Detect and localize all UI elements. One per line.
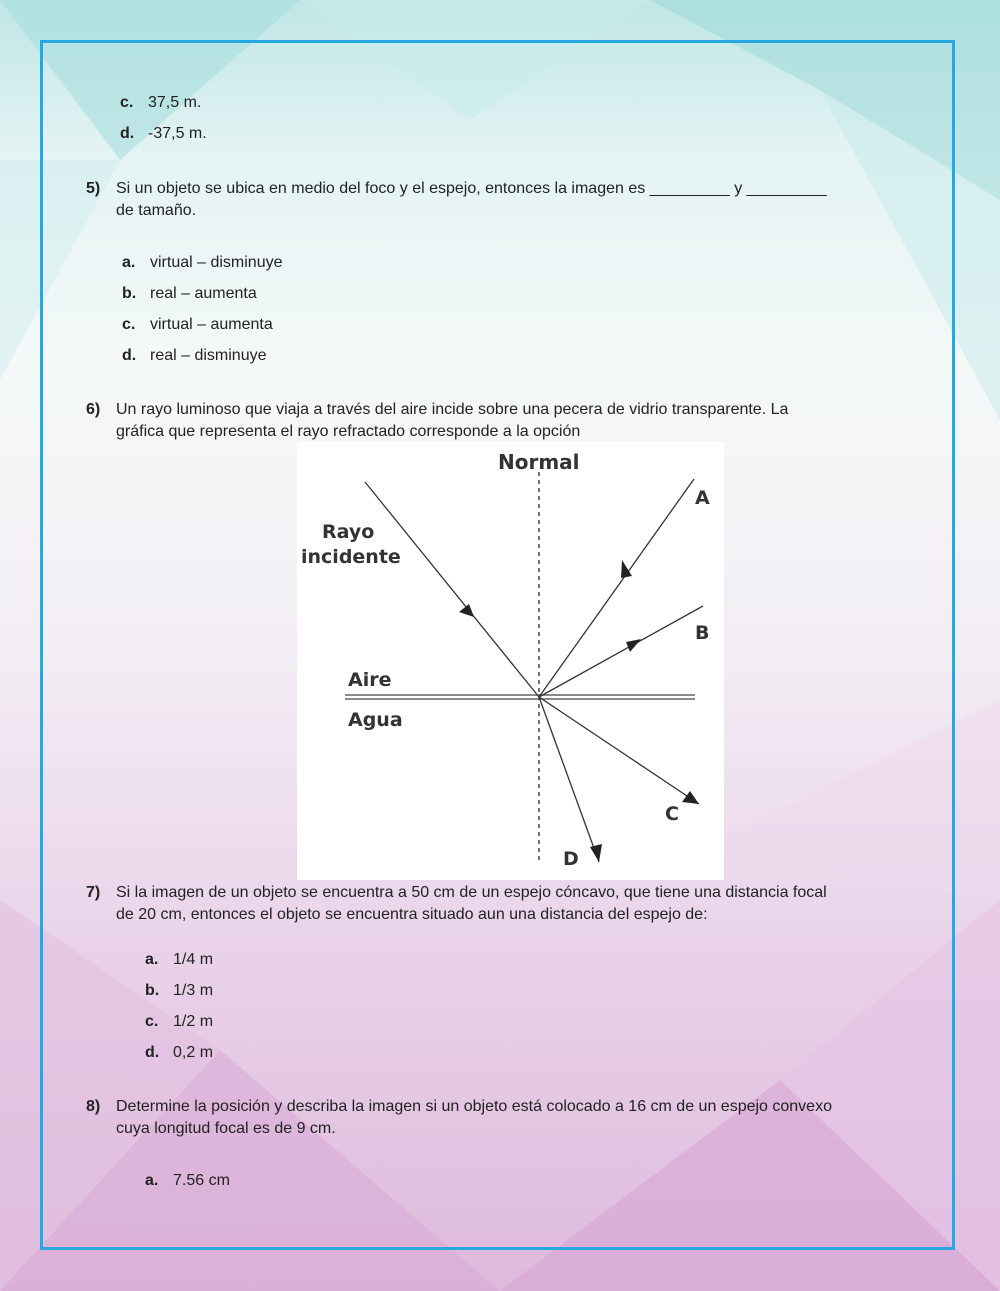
label-normal: Normal	[498, 450, 580, 474]
q6-text-line2: gráfica que representa el rayo refractado corresponde a la opción	[116, 423, 581, 440]
option-text: 1/2 m	[173, 1013, 214, 1030]
ray-d	[539, 697, 599, 862]
ray-a	[539, 479, 694, 697]
ray-c	[539, 697, 699, 804]
label-air: Aire	[348, 669, 392, 691]
q8-text-line1: Determine la posición y describa la imagen si un objeto está colocado a 16 cm de un espejo convexo	[116, 1098, 832, 1115]
label-incident-line1: Rayo	[322, 521, 375, 543]
option-text: 0,2 m	[173, 1044, 214, 1061]
option-text: 1/3 m	[173, 982, 214, 999]
label-b: B	[695, 622, 710, 644]
option-text: 37,5 m.	[148, 94, 202, 111]
q5-text-line1: Si un objeto se ubica en medio del foco y el espejo, entonces la imagen es _________ y _________	[116, 180, 827, 197]
ray-c-arrow	[682, 791, 699, 804]
q5-text	[116, 178, 906, 222]
option-letter: b.	[122, 285, 137, 302]
q4-option-c[interactable]	[120, 93, 201, 113]
option-text: 1/4 m	[173, 951, 214, 968]
refraction-diagram-svg	[297, 442, 724, 880]
label-d: D	[563, 848, 579, 870]
q8-text	[116, 1096, 906, 1140]
option-text: -37,5 m.	[148, 125, 207, 142]
q7-text-line2: de 20 cm, entonces el objeto se encuentra situado aun una distancia del espejo de:	[116, 906, 708, 923]
q5-number: 5)	[86, 180, 101, 197]
label-water: Agua	[348, 709, 403, 731]
option-letter: d.	[120, 125, 135, 142]
option-letter: c.	[145, 1013, 159, 1030]
q7-option-c[interactable]	[145, 1012, 213, 1032]
option-letter: a.	[122, 254, 136, 271]
ray-b	[539, 606, 703, 697]
option-letter: c.	[120, 94, 134, 111]
option-letter: c.	[122, 316, 136, 333]
option-text: virtual – aumenta	[150, 316, 273, 333]
q5-option-d[interactable]	[122, 346, 267, 366]
q8-option-a[interactable]	[145, 1171, 230, 1191]
q8-text-line2: cuya longitud focal es de 9 cm.	[116, 1120, 336, 1137]
q5-option-a[interactable]	[122, 253, 283, 273]
refraction-diagram	[297, 442, 724, 880]
option-text: real – aumenta	[150, 285, 257, 302]
q5-text-line2: de tamaño.	[116, 202, 197, 219]
q6-text	[116, 399, 906, 443]
q6-number: 6)	[86, 401, 101, 418]
q7-text-line1: Si la imagen de un objeto se encuentra a 50 cm de un espejo cóncavo, que tiene una distancia focal	[116, 884, 827, 901]
option-letter: b.	[145, 982, 160, 999]
q7-text	[116, 882, 906, 926]
q7-option-b[interactable]	[145, 981, 213, 1001]
option-text: 7.56 cm	[173, 1172, 230, 1189]
option-text: real – disminuye	[150, 347, 267, 364]
q7-option-d[interactable]	[145, 1043, 213, 1063]
option-letter: d.	[122, 347, 137, 364]
q4-option-d[interactable]	[120, 124, 207, 144]
ray-b-arrow	[626, 639, 641, 652]
q7-number: 7)	[86, 884, 101, 901]
label-incident-line2: incidente	[301, 546, 401, 568]
q7-option-a[interactable]	[145, 950, 213, 970]
option-letter: d.	[145, 1044, 160, 1061]
option-letter: a.	[145, 951, 159, 968]
ray-d-arrow	[590, 844, 602, 862]
incident-ray	[365, 482, 539, 697]
label-a: A	[695, 487, 710, 509]
q5-option-b[interactable]	[122, 284, 257, 304]
q5-option-c[interactable]	[122, 315, 273, 335]
option-text: virtual – disminuye	[150, 254, 283, 271]
q6-text-line1: Un rayo luminoso que viaja a través del aire incide sobre una pecera de vidrio transparente. La	[116, 401, 789, 418]
incident-arrow	[459, 604, 474, 617]
label-c: C	[665, 803, 679, 825]
q8-number: 8)	[86, 1098, 101, 1115]
option-letter: a.	[145, 1172, 159, 1189]
